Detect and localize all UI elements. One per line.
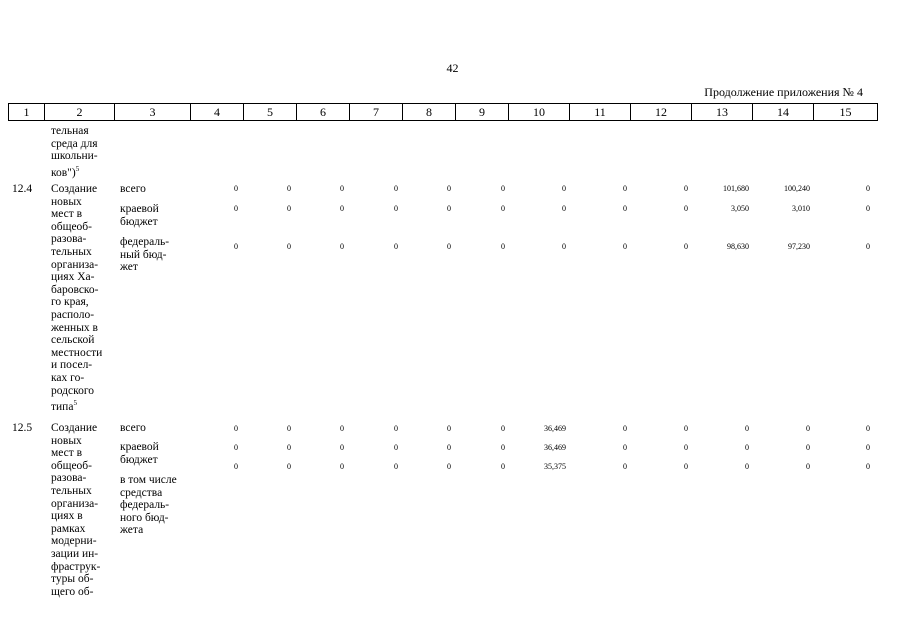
column-header: 8 — [403, 104, 456, 121]
value-cell: 0 — [287, 462, 291, 471]
funding-source-total: всего — [120, 183, 146, 195]
value-cell: 0 — [684, 462, 688, 471]
funding-source-total: всего — [120, 422, 146, 434]
column-header: 14 — [753, 104, 814, 121]
value-cell: 98,630 — [727, 242, 749, 251]
row-number-12-4: 12.4 — [12, 183, 33, 195]
continued-item-name: тельная среда для школьни- ков")$^5$ — [51, 125, 98, 179]
value-cell: 0 — [287, 204, 291, 213]
value-cell: 101,680 — [723, 184, 749, 193]
value-cell: 0 — [501, 462, 505, 471]
column-header: 6 — [297, 104, 350, 121]
value-cell: 0 — [623, 184, 627, 193]
value-cell: 0 — [623, 242, 627, 251]
value-cell: 0 — [501, 242, 505, 251]
value-cell: 0 — [866, 184, 870, 193]
footnote-mark: 5 — [75, 164, 80, 173]
page-number: 42 — [446, 61, 459, 75]
column-header: 11 — [570, 104, 631, 121]
value-cell: 0 — [623, 443, 627, 452]
value-cell: 0 — [287, 242, 291, 251]
value-cell: 0 — [340, 242, 344, 251]
value-cell: 0 — [806, 424, 810, 433]
value-cell: 0 — [447, 204, 451, 213]
value-cell: 0 — [234, 184, 238, 193]
value-cell: 100,240 — [784, 184, 810, 193]
value-cell: 0 — [684, 184, 688, 193]
value-cell: 0 — [394, 424, 398, 433]
value-cell: 0 — [340, 424, 344, 433]
column-header: 9 — [456, 104, 509, 121]
value-cell: 0 — [745, 462, 749, 471]
value-cell: 0 — [287, 443, 291, 452]
value-cell: 0 — [866, 242, 870, 251]
value-cell: 0 — [340, 443, 344, 452]
value-cell: 0 — [447, 424, 451, 433]
column-header-table — [8, 103, 878, 121]
column-header: 15 — [814, 104, 878, 121]
value-cell: 0 — [501, 184, 505, 193]
value-cell: 36,469 — [544, 443, 566, 452]
funding-source-federal-incl: в том числе средства федераль- ного бюд- жета — [120, 474, 177, 537]
value-cell: 0 — [866, 424, 870, 433]
value-cell: 0 — [447, 443, 451, 452]
item-name-12-4: Создание новых мест в общеоб- разова- тельных организа- циях Ха- баровско- го края, располо- женных в сельской местности и посел- ках го- родского типа$^5$ — [51, 183, 103, 413]
value-cell: 0 — [340, 204, 344, 213]
value-cell: 0 — [394, 462, 398, 471]
column-header: 2 — [45, 104, 115, 121]
value-cell: 0 — [562, 242, 566, 251]
funding-source-regional: краевой бюджет — [120, 441, 159, 466]
value-cell: 0 — [394, 242, 398, 251]
value-cell: 0 — [234, 424, 238, 433]
column-header: 12 — [631, 104, 692, 121]
row-number-12-5: 12.5 — [12, 422, 33, 434]
value-cell: 0 — [447, 242, 451, 251]
column-header: 3 — [115, 104, 191, 121]
value-cell: 0 — [234, 204, 238, 213]
funding-source-federal: федераль- ный бюд- жет — [120, 236, 170, 274]
value-cell: 0 — [684, 242, 688, 251]
value-cell: 0 — [501, 204, 505, 213]
value-cell: 0 — [866, 443, 870, 452]
column-header: 5 — [244, 104, 297, 121]
column-header: 10 — [509, 104, 570, 121]
value-cell: 0 — [394, 204, 398, 213]
value-cell: 0 — [745, 443, 749, 452]
value-cell: 36,469 — [544, 424, 566, 433]
column-header: 7 — [350, 104, 403, 121]
value-cell: 0 — [234, 443, 238, 452]
value-cell: 0 — [501, 443, 505, 452]
header-row — [9, 104, 878, 121]
value-cell: 3,050 — [731, 204, 749, 213]
value-cell: 0 — [745, 424, 749, 433]
value-cell: 0 — [684, 424, 688, 433]
column-header: 1 — [9, 104, 45, 121]
item-name-12-5: Создание новых мест в общеоб- разова- тельных организа- циях в рамках модерни- зации ин- фраструк- туры об- щего об- — [51, 422, 101, 598]
value-cell: 0 — [866, 204, 870, 213]
value-cell: 0 — [806, 462, 810, 471]
column-header: 13 — [692, 104, 753, 121]
value-cell: 97,230 — [788, 242, 810, 251]
value-cell: 0 — [562, 204, 566, 213]
value-cell: 0 — [562, 184, 566, 193]
value-cell: 0 — [234, 462, 238, 471]
value-cell: 0 — [340, 462, 344, 471]
value-cell: 0 — [447, 462, 451, 471]
column-header: 4 — [191, 104, 244, 121]
funding-source-regional: краевой бюджет — [120, 203, 159, 228]
value-cell: 0 — [340, 184, 344, 193]
value-cell: 0 — [234, 242, 238, 251]
value-cell: 0 — [866, 462, 870, 471]
value-cell: 0 — [501, 424, 505, 433]
value-cell: 0 — [684, 204, 688, 213]
appendix-continuation-label: Продолжение приложения № 4 — [704, 85, 863, 99]
value-cell: 0 — [623, 204, 627, 213]
value-cell: 0 — [623, 424, 627, 433]
value-cell: 0 — [447, 184, 451, 193]
value-cell: 0 — [287, 184, 291, 193]
value-cell: 0 — [287, 424, 291, 433]
footnote-mark: 5 — [73, 399, 77, 408]
value-cell: 0 — [623, 462, 627, 471]
value-cell: 0 — [684, 443, 688, 452]
value-cell: 0 — [394, 443, 398, 452]
value-cell: 0 — [806, 443, 810, 452]
value-cell: 3,010 — [792, 204, 810, 213]
value-cell: 0 — [394, 184, 398, 193]
value-cell: 35,375 — [544, 462, 566, 471]
